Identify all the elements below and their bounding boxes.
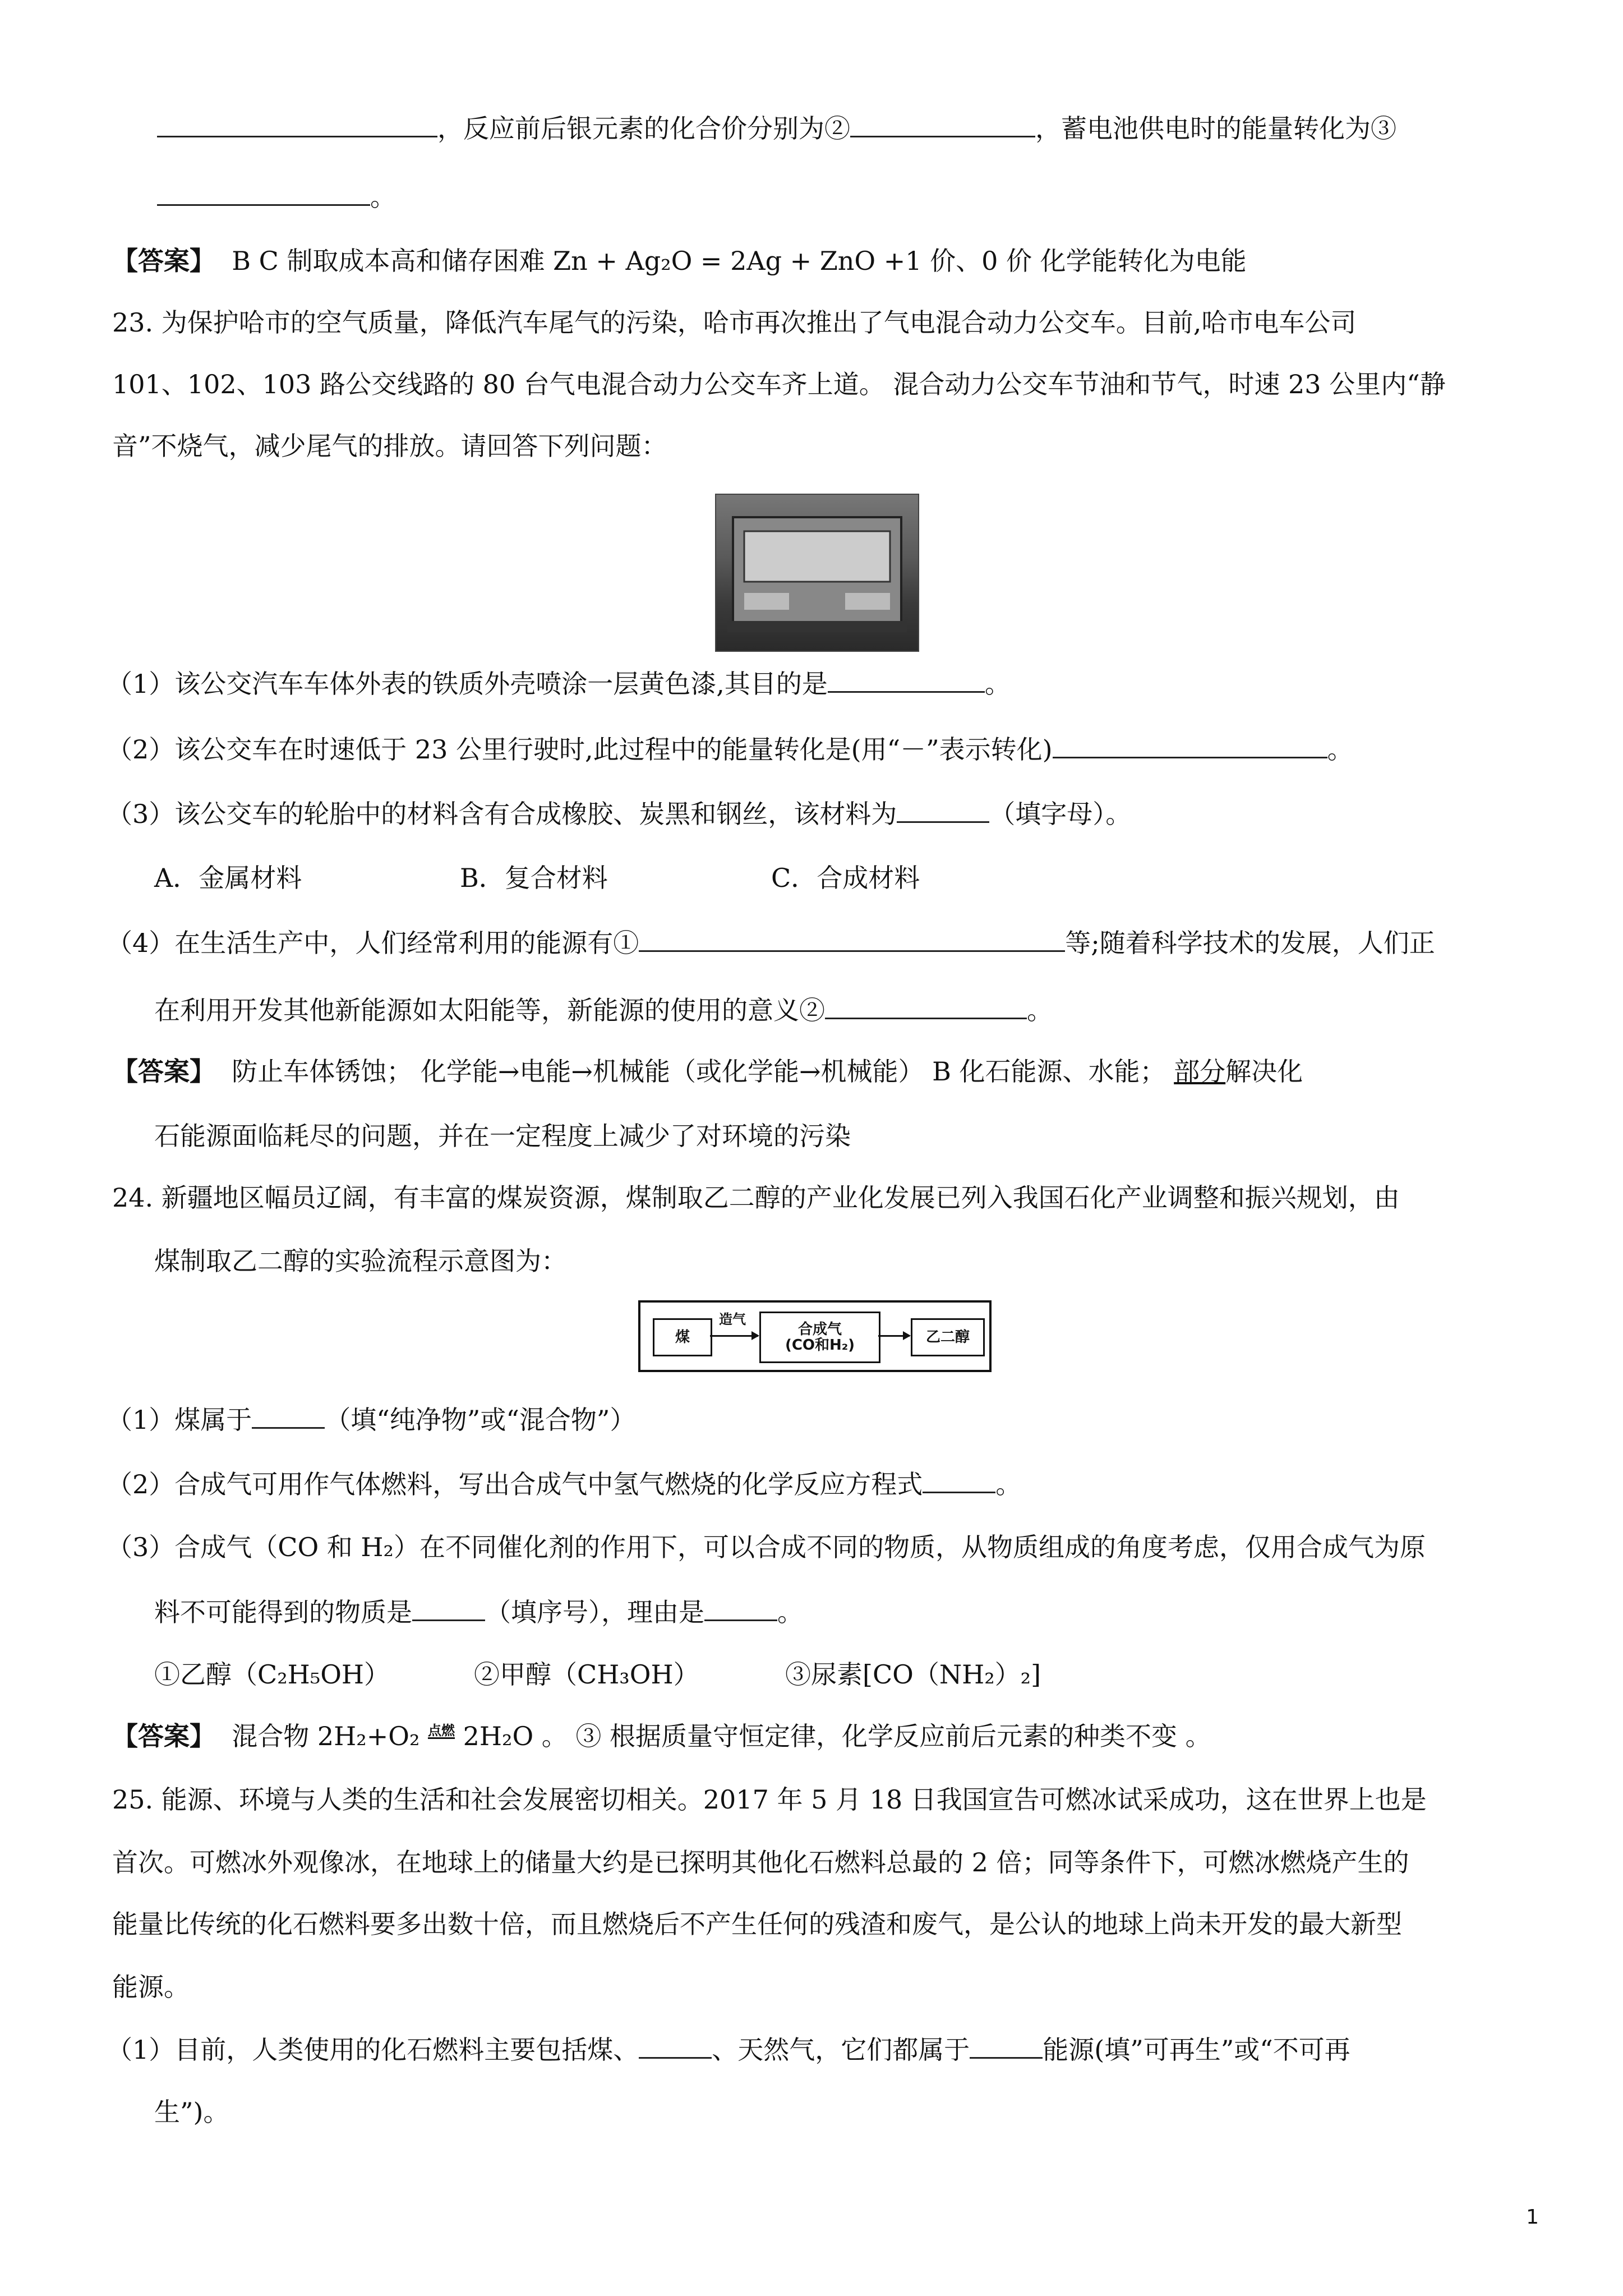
q24-sub3b: 料不可能得到的物质是 （填序号），理由是 。 bbox=[154, 1595, 803, 1629]
q24-line1: 24. 新疆地区幅员辽阔，有丰富的煤炭资源，煤制取乙二醇的产业化发展已列入我国石化产业调整和振兴规划，由 bbox=[112, 1182, 1400, 1213]
flow-arrow-label: 造气 bbox=[719, 1312, 746, 1327]
answer-blank[interactable] bbox=[704, 1595, 777, 1621]
flow-box-syngas: 合成气 (CO和H₂) bbox=[759, 1312, 880, 1363]
answer-tag: 【答案】 bbox=[112, 1056, 215, 1087]
answer-blank[interactable] bbox=[825, 993, 1027, 1019]
answer-blank[interactable] bbox=[1053, 732, 1327, 758]
q23-sub2: （2）该公交车在时速低于 23 公里行驶时,此过程中的能量转化是(用“－”表示转化) 。 bbox=[107, 732, 1353, 766]
q25-line3: 能量比传统的化石燃料要多出数十倍，而且燃烧后不产生任何的残渣和废气，是公认的地球上尚未开发的最大新型 bbox=[112, 1909, 1402, 1939]
q24-line2: 煤制取乙二醇的实验流程示意图为： bbox=[154, 1246, 567, 1276]
q23-option-a: A．金属材料 bbox=[154, 863, 302, 893]
page-number: 1 bbox=[1526, 2206, 1539, 2229]
q22-line2: 。 bbox=[157, 180, 396, 214]
answer-blank[interactable] bbox=[157, 111, 437, 137]
answer-23-line2: 石能源面临耗尽的问题，并在一定程度上减少了对环境的污染 bbox=[154, 1121, 851, 1151]
answer-tag: 【答案】 bbox=[112, 1721, 215, 1751]
answer-blank[interactable] bbox=[412, 1595, 485, 1621]
q23-line3: 音”不烧气，减少尾气的排放。请回答下列问题： bbox=[112, 431, 667, 461]
answer-tag: 【答案】 bbox=[112, 246, 215, 276]
q23-sub4a: （4）在生活生产中，人们经常利用的能源有① 等;随着科学技术的发展，人们正 bbox=[107, 926, 1435, 960]
q23-option-c: C．合成材料 bbox=[771, 863, 920, 893]
flow-box-glycol: 乙二醇 bbox=[911, 1318, 985, 1356]
q25-line2: 首次。可燃冰外观像冰，在地球上的储量大约是已探明其他化石燃料总最的 2 倍；同等条件下，可燃冰燃烧产生的 bbox=[112, 1847, 1409, 1878]
bus-illustration bbox=[716, 495, 918, 651]
q24-sub2: （2）合成气可用作气体燃料，写出合成气中氢气燃烧的化学反应方程式 。 bbox=[107, 1467, 1021, 1501]
bus-photo bbox=[715, 494, 919, 652]
answer-blank[interactable] bbox=[970, 2032, 1043, 2059]
q23-sub1: （1）该公交汽车车体外表的铁质外壳喷涂一层黄色漆,其目的是 。 bbox=[107, 666, 1011, 701]
answer-23: 【答案】 防止车体锈蚀； 化学能→电能→机械能（或化学能→机械能） B 化石能源、水能； 部分解决化 bbox=[112, 1056, 1303, 1087]
answer-blank[interactable] bbox=[897, 797, 989, 823]
flow-box-coal: 煤 bbox=[653, 1318, 712, 1356]
answer-blank[interactable] bbox=[850, 111, 1035, 137]
q25-sub1-line2: 生”)。 bbox=[154, 2097, 229, 2127]
answer-blank[interactable] bbox=[252, 1402, 325, 1429]
q24-sub1: （1）煤属于 （填“纯净物”或“混合物”） bbox=[107, 1402, 635, 1437]
answer-blank[interactable] bbox=[157, 180, 370, 206]
answer-blank[interactable] bbox=[639, 2032, 712, 2059]
reaction-condition: 点燃 bbox=[428, 1722, 455, 1738]
flow-diagram bbox=[638, 1300, 992, 1372]
q23-line2: 101、102、103 路公交线路的 80 台气电混合动力公交车齐上道。 混合动力公交车节油和节气，时速 23 公里内“静 bbox=[112, 369, 1446, 399]
q22-line1: ，反应前后银元素的化合价分别为② ，蓄电池供电时的能量转化为③ bbox=[157, 111, 1396, 145]
q24-sub3a: （3）合成气（CO 和 H₂）在不同催化剂的作用下，可以合成不同的物质，从物质组成的角度考虑，仅用合成气为原 bbox=[107, 1532, 1426, 1562]
answer-blank[interactable] bbox=[828, 666, 985, 693]
answer-24: 【答案】 混合物 2H₂+O₂ 点燃 2H₂O 。 ③ 根据质量守恒定律，化学反应前后元素的种类不变 。 bbox=[112, 1721, 1211, 1751]
answer-blank[interactable] bbox=[639, 926, 1065, 952]
q23-sub4b: 在利用开发其他新能源如太阳能等，新能源的使用的意义② 。 bbox=[154, 993, 1053, 1027]
answer-blank[interactable] bbox=[923, 1467, 995, 1493]
flow-arrow-1 bbox=[710, 1335, 758, 1337]
q24-option-2: ②甲醇（CH₃OH） bbox=[474, 1659, 699, 1690]
q23-line1: 23. 为保护哈市的空气质量，降低汽车尾气的污染，哈市再次推出了气电混合动力公交车。目前,哈市电车公司 bbox=[112, 307, 1357, 338]
q24-option-1: ①乙醇（C₂H₅OH） bbox=[154, 1659, 390, 1690]
q25-sub1: （1）目前，人类使用的化石燃料主要包括煤、 、天然气，它们都属于 能源(填”可再生”或“不可再 bbox=[107, 2032, 1350, 2067]
flow-arrow-2 bbox=[878, 1335, 910, 1337]
answer-22: 【答案】 B C 制取成本高和储存困难 Zn + Ag₂O = 2Ag + ZnO +1 价、0 价 化学能转化为电能 bbox=[112, 246, 1247, 276]
q23-sub3: （3）该公交车的轮胎中的材料含有合成橡胶、炭黑和钢丝，该材料为 （填字母）。 bbox=[107, 797, 1131, 831]
q25-line4: 能源。 bbox=[112, 1972, 190, 2002]
q24-option-3: ③尿素[CO（NH₂）₂] bbox=[785, 1659, 1041, 1690]
q23-option-b: B．复合材料 bbox=[460, 863, 608, 893]
q25-line1: 25. 能源、环境与人类的生活和社会发展密切相关。2017 年 5 月 18 日我国宣告可燃冰试采成功，这在世界上也是 bbox=[112, 1784, 1427, 1815]
